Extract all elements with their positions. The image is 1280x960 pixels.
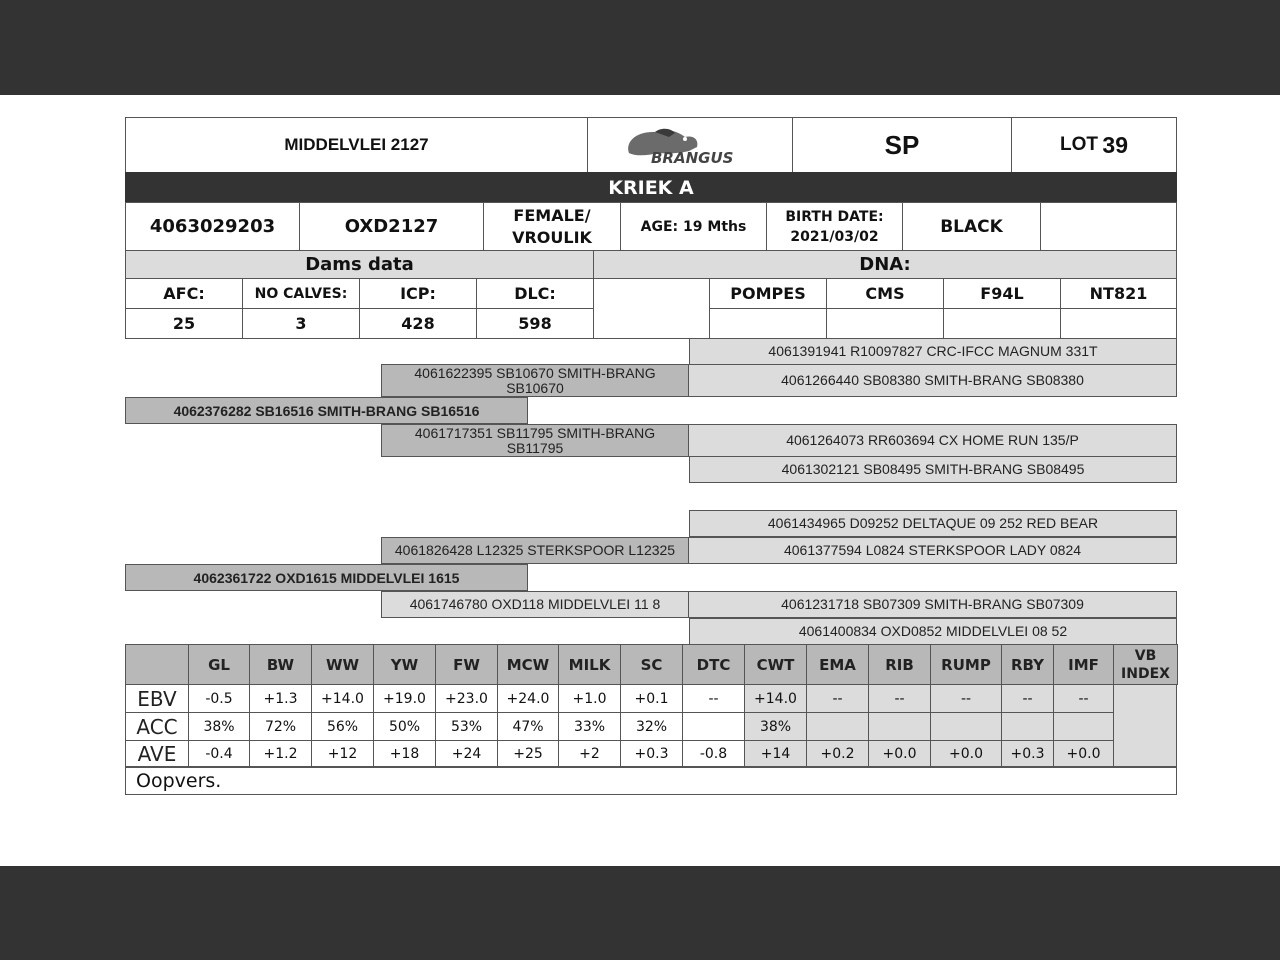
tag-number: OXD2127 bbox=[299, 202, 484, 251]
ebv-header-vb-index: VB INDEX bbox=[1113, 644, 1178, 685]
ebv-ebv-imf: -- bbox=[1053, 684, 1114, 713]
dams-header-icp: ICP: bbox=[359, 278, 477, 309]
ebv-acc-mcw: 47% bbox=[497, 712, 559, 741]
ebv-ebv-milk: +1.0 bbox=[558, 684, 621, 713]
dams-value-no-calves: 3 bbox=[242, 308, 360, 339]
pedigree-ss-dam: 4061266440 SB08380 SMITH-BRANG SB08380 bbox=[688, 364, 1177, 397]
ebv-acc-dtc bbox=[682, 712, 745, 741]
ebv-ave-milk: +2 bbox=[558, 740, 621, 768]
pedigree-sire-dam: 4061717351 SB11795 SMITH-BRANG SB11795 bbox=[381, 424, 689, 457]
dams-value-afc: 25 bbox=[125, 308, 243, 339]
dams-header-dlc: DLC: bbox=[476, 278, 594, 309]
pedigree-sd-dam: 4061302121 SB08495 SMITH-BRANG SB08495 bbox=[689, 456, 1177, 483]
ebv-ebv-ema: -- bbox=[806, 684, 869, 713]
ebv-ave-rby: +0.3 bbox=[1001, 740, 1054, 768]
birth-date-box bbox=[766, 202, 903, 251]
dna-header-nt821: NT821 bbox=[1060, 278, 1177, 309]
ebv-ave-ww: +12 bbox=[311, 740, 374, 768]
ebv-header-ww: WW bbox=[311, 644, 374, 685]
ebv-acc-bw: 72% bbox=[249, 712, 312, 741]
ebv-ave-sc: +0.3 bbox=[620, 740, 683, 768]
ebv-header-yw: YW bbox=[373, 644, 436, 685]
sex: FEMALE/ VROULIK bbox=[483, 202, 621, 251]
ebv-ebv-sc: +0.1 bbox=[620, 684, 683, 713]
ebv-header-rby: RBY bbox=[1001, 644, 1054, 685]
pedigree-ds-dam: 4061377594 L0824 STERKSPOOR LADY 0824 bbox=[688, 537, 1177, 564]
ebv-header-ema: EMA bbox=[806, 644, 869, 685]
ebv-header-cwt: CWT bbox=[744, 644, 807, 685]
ebv-header-imf: IMF bbox=[1053, 644, 1114, 685]
registration-number: 4063029203 bbox=[125, 202, 300, 251]
ebv-acc-rib bbox=[868, 712, 931, 741]
dna-value-cms bbox=[826, 308, 944, 339]
pedigree-ds-sire: 4061434965 D09252 DELTAQUE 09 252 RED BEAR bbox=[689, 510, 1177, 537]
ebv-corner-cell bbox=[125, 644, 189, 685]
pedigree-dam-dam: 4061746780 OXD118 MIDDELVLEI 11 8 bbox=[381, 591, 689, 618]
pedigree-sire: 4062376282 SB16516 SMITH-BRANG SB16516 bbox=[125, 397, 528, 424]
ebv-header-bw: BW bbox=[249, 644, 312, 685]
dna-empty-cell bbox=[593, 278, 710, 339]
ebv-ebv-dtc: -- bbox=[682, 684, 745, 713]
ebv-acc-rby bbox=[1001, 712, 1054, 741]
ebv-ebv-yw: +19.0 bbox=[373, 684, 436, 713]
dams-data-title: Dams data bbox=[125, 250, 594, 279]
ebv-acc-yw: 50% bbox=[373, 712, 436, 741]
dna-value-nt821 bbox=[1060, 308, 1177, 339]
pedigree-dd-sire: 4061231718 SB07309 SMITH-BRANG SB07309 bbox=[688, 591, 1177, 618]
ebv-acc-fw: 53% bbox=[435, 712, 498, 741]
ebv-vb-index-value bbox=[1113, 684, 1177, 768]
ebv-ebv-rump: -- bbox=[930, 684, 1002, 713]
lot-label: LOT bbox=[1059, 134, 1098, 155]
ebv-header-sc: SC bbox=[620, 644, 683, 685]
colour: BLACK bbox=[902, 202, 1041, 251]
birth-date-label: BIRTH DATE: bbox=[785, 208, 884, 225]
ebv-ave-gl: -0.4 bbox=[188, 740, 250, 768]
ebv-acc-rump bbox=[930, 712, 1002, 741]
farm-name: MIDDELVLEI 2127 bbox=[125, 117, 588, 173]
ebv-ave-dtc: -0.8 bbox=[682, 740, 745, 768]
ebv-ebv-rib: -- bbox=[868, 684, 931, 713]
ebv-ebv-bw: +1.3 bbox=[249, 684, 312, 713]
dna-header-f94l: F94L bbox=[943, 278, 1061, 309]
ebv-acc-ww: 56% bbox=[311, 712, 374, 741]
lot-box bbox=[1011, 117, 1177, 173]
ebv-ebv-mcw: +24.0 bbox=[497, 684, 559, 713]
brangus-logo bbox=[587, 117, 793, 173]
dams-value-dlc: 598 bbox=[476, 308, 594, 339]
pedigree-dd-dam: 4061400834 OXD0852 MIDDELVLEI 08 52 bbox=[689, 618, 1177, 645]
pedigree-sire-sire: 4061622395 SB10670 SMITH-BRANG SB10670 bbox=[381, 364, 689, 397]
ebv-ave-bw: +1.2 bbox=[249, 740, 312, 768]
ebv-header-rib: RIB bbox=[868, 644, 931, 685]
dna-value-pompes bbox=[709, 308, 827, 339]
ebv-ebv-fw: +23.0 bbox=[435, 684, 498, 713]
lot-number: 39 bbox=[1102, 131, 1129, 158]
ebv-ebv-cwt: +14.0 bbox=[744, 684, 807, 713]
ebv-header-rump: RUMP bbox=[930, 644, 1002, 685]
ebv-row-label-ave: AVE bbox=[125, 740, 189, 768]
dna-title: DNA: bbox=[593, 250, 1177, 279]
ebv-ebv-gl: -0.5 bbox=[188, 684, 250, 713]
ebv-ave-cwt: +14 bbox=[744, 740, 807, 768]
notes: Oopvers. bbox=[125, 766, 1177, 795]
ebv-ave-rump: +0.0 bbox=[930, 740, 1002, 768]
ebv-ebv-ww: +14.0 bbox=[311, 684, 374, 713]
ebv-acc-gl: 38% bbox=[188, 712, 250, 741]
dna-header-pompes: POMPES bbox=[709, 278, 827, 309]
ebv-header-gl: GL bbox=[188, 644, 250, 685]
ebv-acc-imf bbox=[1053, 712, 1114, 741]
dna-header-cms: CMS bbox=[826, 278, 944, 309]
bull-icon bbox=[615, 123, 765, 167]
pedigree-dam: 4062361722 OXD1615 MIDDELVLEI 1615 bbox=[125, 564, 528, 591]
ebv-ave-ema: +0.2 bbox=[806, 740, 869, 768]
ebv-header-dtc: DTC bbox=[682, 644, 745, 685]
ebv-row-label-acc: ACC bbox=[125, 712, 189, 741]
ebv-ave-mcw: +25 bbox=[497, 740, 559, 768]
pedigree-sd-sire: 4061264073 RR603694 CX HOME RUN 135/P bbox=[688, 424, 1177, 457]
ebv-header-milk: MILK bbox=[558, 644, 621, 685]
age: AGE: 19 Mths bbox=[620, 202, 767, 251]
logo-text: BRANGUS bbox=[651, 149, 734, 167]
ebv-header-fw: FW bbox=[435, 644, 498, 685]
dams-header-no-calves: NO CALVES: bbox=[242, 278, 360, 309]
ebv-ave-fw: +24 bbox=[435, 740, 498, 768]
top-dark-band bbox=[0, 0, 1280, 95]
dams-value-icp: 428 bbox=[359, 308, 477, 339]
info-empty-cell bbox=[1040, 202, 1177, 251]
pedigree-dam-sire: 4061826428 L12325 STERKSPOOR L12325 bbox=[381, 537, 689, 564]
ebv-acc-cwt: 38% bbox=[744, 712, 807, 741]
pedigree-ss-sire: 4061391941 R10097827 CRC-IFCC MAGNUM 331T bbox=[689, 338, 1177, 365]
ebv-ave-imf: +0.0 bbox=[1053, 740, 1114, 768]
ebv-acc-sc: 32% bbox=[620, 712, 683, 741]
ebv-acc-ema bbox=[806, 712, 869, 741]
ebv-row-label-ebv: EBV bbox=[125, 684, 189, 713]
ebv-acc-milk: 33% bbox=[558, 712, 621, 741]
grade-label: SP bbox=[792, 117, 1012, 173]
animal-name: KRIEK A bbox=[125, 172, 1177, 203]
ebv-ebv-rby: -- bbox=[1001, 684, 1054, 713]
dams-header-afc: AFC: bbox=[125, 278, 243, 309]
ebv-ave-rib: +0.0 bbox=[868, 740, 931, 768]
birth-date-value: 2021/03/02 bbox=[790, 228, 879, 245]
ebv-ave-yw: +18 bbox=[373, 740, 436, 768]
ebv-header-mcw: MCW bbox=[497, 644, 559, 685]
dna-value-f94l bbox=[943, 308, 1061, 339]
bottom-dark-band bbox=[0, 866, 1280, 960]
